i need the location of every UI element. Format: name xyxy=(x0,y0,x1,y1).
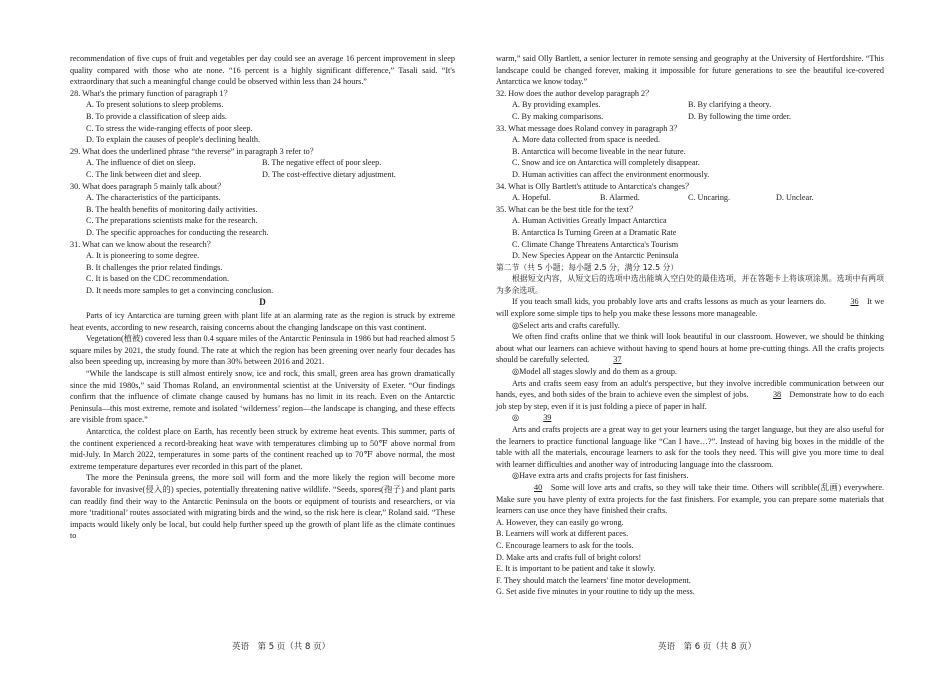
gap-passage-text: Demonstrate how to do each job step by step, even if it is just folding a piece of paper in half. xyxy=(496,390,884,411)
option-31d: D. It needs more samples to get a convincing conclusion. xyxy=(86,285,274,295)
passage-d-paragraph-5: The more the Peninsula greens, the more soil will form and the more likely the region will become more favorable for invasive(侵入的) species, potentially threatening native wildlife. “Seeds, spores(孢子) and plant parts can readily find their way to the Antarctic Peninsula on the boots or equipment of tourists and researchers, or via more ‘traditional’ routes associated with migrating birds and the wind, so the risk here is clear,” Roland said. “These impacts would likely only be local, but could help further speed up the growth of plant life as the climate continues to xyxy=(70,473,455,541)
option-32a: A. By providing examples. xyxy=(512,100,601,110)
option-32b: B. By clarifying a theory. xyxy=(688,100,772,110)
option-28b: B. To provide a classification of sleep aids. xyxy=(86,111,227,121)
left-page-column xyxy=(70,53,455,542)
right-page-column xyxy=(496,53,884,598)
option-28a: A. To present solutions to sleep problems. xyxy=(86,100,224,110)
question-32: 32. How does the author develop paragraph 2？ xyxy=(496,88,654,98)
gap-passage-text: Arts and crafts seem easy from an adult's perspective, but they involve incredible communication between our hands, eyes, and both sides of the brain to achieve even the simplest of jobs. xyxy=(496,378,884,400)
question-29: 29. What does the underlined phrase “the reverse” in paragraph 3 refer to？ xyxy=(70,146,318,156)
question-28: 28. What's the primary function of paragraph 1？ xyxy=(70,88,232,98)
option-29b: B. The negative effect of poor sleep. xyxy=(262,158,382,168)
blank-39: 39 xyxy=(543,413,552,423)
passage-d-continuation: warm,” said Olly Bartlett, a senior lecturer in remote sensing and geography at the University of Hertfordshire. “This landscape could be changed forever, making it impossible for future generations to see the beautiful ice-covered Antarctica we know today.” xyxy=(496,54,884,87)
gap-passage-paragraph-5 xyxy=(496,482,884,517)
options-32-row1 xyxy=(512,99,884,111)
tip-heading-2: ◎Model all stages slowly and do them as a group. xyxy=(512,367,677,377)
options-29-row1 xyxy=(86,157,455,169)
gap-passage-paragraph-4: Arts and crafts projects are a great way to get your learners using the target language, but they are also useful for the learners to practice functional language like “Can I have…?”. Instead of having big boxes in the middle of the table with all the materials, encourage learners to ask for the tools they need. This will give you more time to deal with learner difficulties and another way of introducing language into the classroom. xyxy=(496,425,884,469)
option-35d: D. New Species Appear on the Antarctic Peninsula xyxy=(512,251,679,261)
option-35b: B. Antarctica Is Turning Green at a Dramatic Rate xyxy=(512,227,677,237)
answer-option-g: G. Set aside five minutes in your routine to tidy up the mess. xyxy=(496,587,695,597)
blank-37: 37 xyxy=(613,355,622,365)
tip-heading-3 xyxy=(496,412,884,424)
option-30d: D. The specific approaches for conducting the research. xyxy=(86,227,269,237)
option-29d: D. The cost-effective dietary adjustment. xyxy=(262,169,396,179)
question-35: 35. What can be the best title for the text？ xyxy=(496,204,638,214)
question-30: 30. What does paragraph 5 mainly talk about？ xyxy=(70,181,226,191)
option-35c: C. Climate Change Threatens Antarctica's Tourism xyxy=(512,239,679,249)
answer-option-c: C. Encourage learners to ask for the tools. xyxy=(496,540,634,550)
options-29-row2 xyxy=(86,169,455,181)
part-2-instructions: 根据短文内容，从短文后的选项中选出能填入空白处的最佳选项，并在答题卡上将该项涂黑。选项中有两项为多余选项。 xyxy=(496,274,884,295)
passage-d-paragraph-1: Parts of icy Antarctica are turning green with plant life at an alarming rate as the region is struck by extreme heat events, according to new research, raising concerns about the changing landscape on this vast continent. xyxy=(70,311,455,332)
blank-36: 36 xyxy=(850,297,859,307)
option-30a: A. The characteristics of the participants. xyxy=(86,193,221,203)
gap-passage-paragraph-1 xyxy=(496,296,884,319)
option-28c: C. To stress the wide-ranging effects of poor sleep. xyxy=(86,123,253,133)
tip-heading-1: ◎Select arts and crafts carefully. xyxy=(512,320,620,330)
part-2-title: 第二节（共 5 小题；每小题 2.5 分，满分 12.5 分） xyxy=(496,262,679,272)
options-32-row2 xyxy=(512,111,884,123)
section-d-heading: D xyxy=(259,297,266,308)
answer-option-e: E. It is important to be patient and take it slowly. xyxy=(496,564,656,574)
option-31b: B. It challenges the prior related findings. xyxy=(86,262,223,272)
passage-c-ending: recommendation of five cups of fruit and vegetables per day could see an average 16 percent improvement in sleep quality compared with those who ate none. “16 percent is a highly significant difference,” Tasali said. “It's extraordinary that such a meaningful change could be observed within less than 24 hours.” xyxy=(70,54,455,87)
option-33c: C. Snow and ice on Antarctica will completely disappear. xyxy=(512,158,700,168)
option-30c: C. The preparations scientists make for the research. xyxy=(86,216,258,226)
answer-option-d: D. Make arts and crafts full of bright colors! xyxy=(496,552,642,562)
option-33a: A. More data collected from space is needed. xyxy=(512,135,660,145)
question-33: 33. What message does Roland convey in paragraph 3？ xyxy=(496,123,682,133)
tip-heading-4: ◎Have extra arts and crafts projects for fast finishers. xyxy=(512,471,689,481)
page-footer-6: 英语 第 6 页（共 8 页） xyxy=(658,642,757,652)
option-31c: C. It is based on the CDC recommendation. xyxy=(86,274,230,284)
option-32d: D. By following the time order. xyxy=(688,111,792,121)
gap-passage-text: If you teach small kids, you probably love arts and crafts lessons as much as your learners do. xyxy=(512,297,826,307)
gap-passage-text: It we will explore some simple tips to help you make these lessons more manageable. xyxy=(496,297,885,319)
answer-option-b: B. Learners will work at different paces. xyxy=(496,529,629,539)
option-28d: D. To explain the causes of people's declining health. xyxy=(86,135,261,145)
gap-passage-paragraph-2 xyxy=(496,331,884,366)
options-34-row xyxy=(512,192,884,204)
gap-passage-text: We often find crafts online that we think will look beautiful in our classroom. However, we should be thinking about what our learners can achieve without having to spend hours at home pre-cutting things. All the crafts projects should be carefully selected. xyxy=(496,332,884,365)
answer-option-f: F. They should match the learners' fine motor development. xyxy=(496,575,691,585)
option-31a: A. It is pioneering to some degree. xyxy=(86,251,200,261)
passage-d-paragraph-4: Antarctica, the coldest place on Earth, has recently been struck by extreme heat events. This summer, parts of the continent experienced a record-breaking heat wave with temperatures climbing up to 50℉ above normal from mid-July. In March 2022, temperatures in some parts of the continent reached up to 70℉ above normal, the most extreme temperature departures ever recorded in this part of the planet. xyxy=(70,427,455,471)
option-32c: C. By making comparisons. xyxy=(512,111,604,121)
page-footer-5: 英语 第 5 页（共 8 页） xyxy=(232,642,331,652)
option-29a: A. The influence of diet on sleep. xyxy=(86,158,196,168)
blank-38: 38 xyxy=(772,390,782,400)
option-33b: B. Antarctica will become liveable in the near future. xyxy=(512,146,686,156)
option-35a: A. Human Activities Greatly Impact Antarctica xyxy=(512,216,667,226)
question-31: 31. What can we know about the research？ xyxy=(70,239,215,249)
option-29c: C. The link between diet and sleep. xyxy=(86,169,202,179)
passage-d-paragraph-2: Vegetation(植被) covered less than 0.4 square miles of the Antarctic Peninsula in 1986 but had reached almost 5 square miles by 2021, the study found. The rate at which the region has been greening over nearly four decades has also been speeding up, increasing by more than 30% between 2016 and 2021. xyxy=(70,334,455,367)
answer-option-a: A. However, they can easily go wrong. xyxy=(496,517,624,527)
option-34a: A. Hopeful. xyxy=(512,193,551,203)
gap-passage-paragraph-3 xyxy=(496,378,884,413)
passage-d-paragraph-3: “While the landscape is still almost entirely snow, ice and rock, this small, green area has grown dramatically since the mid 1980s,” said Thomas Roland, an environmental scientist at the University of Exeter. “Our findings confirm that the influence of climate change caused by humans has no limit in its reach. Even on the Antarctic Peninsula—this most extreme, remote and isolated ‘wilderness’ region—the landscape is changing, and these effects are visible from space.” xyxy=(70,369,455,425)
blank-40: 40 xyxy=(534,482,543,492)
option-34d: D. Unclear. xyxy=(776,193,814,203)
option-33d: D. Human activities can affect the environment enormously. xyxy=(512,169,710,179)
option-30b: B. The health benefits of monitoring daily activities. xyxy=(86,204,258,214)
gap-passage-text: Some will love arts and crafts, so they will take their time. Others will scribble(乱画) everywhere. Make sure you have plenty of extra projects for the fast finishers. For example, you can prepare some materials that learners can use once they have finished their crafts. xyxy=(496,482,885,516)
option-34c: C. Uncaring. xyxy=(688,193,731,203)
tip-bullet: ◎ xyxy=(512,413,520,423)
option-34b: B. Alarmed. xyxy=(600,193,640,203)
question-34: 34. What is Olly Bartlett's attitude to Antarctica's changes？ xyxy=(496,181,694,191)
